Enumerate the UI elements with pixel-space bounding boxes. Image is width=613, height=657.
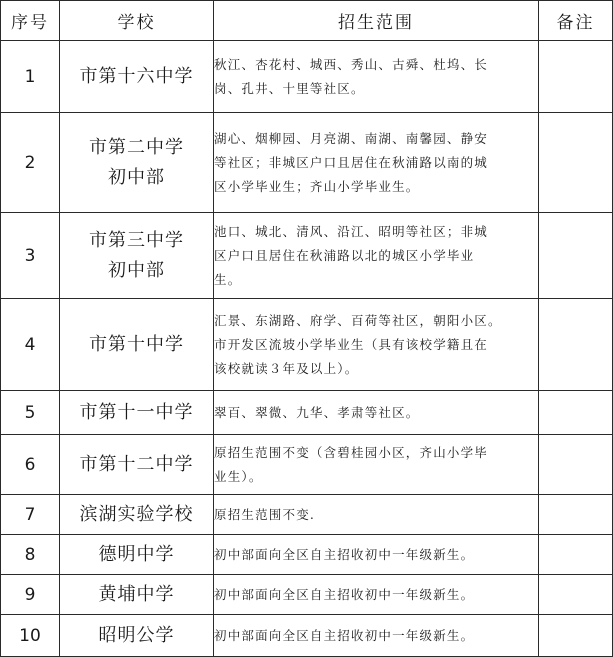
note-cell — [539, 615, 613, 657]
table-row — [1, 575, 613, 615]
range-text-line: 原招生范围不变（含碧桂园小区，齐山小学毕 — [214, 444, 489, 460]
range-text-line: 池口、城北、清风、沿江、昭明等社区；非城 — [214, 223, 489, 239]
row-index: 6 — [1, 435, 60, 495]
school-name-line: 滨湖实验学校 — [79, 503, 194, 525]
table-row — [1, 299, 613, 391]
enrollment-range-cell — [214, 41, 539, 113]
table-row — [1, 213, 613, 299]
row-index: 1 — [1, 41, 60, 113]
range-text-line: 翠百、翠微、九华、孝肃等社区。 — [214, 404, 420, 420]
range-text-line: 业生）。 — [214, 468, 263, 484]
range-text-line: 汇景、东湖路、府学、百荷等社区，朝阳小区。 — [214, 312, 502, 328]
table-row — [1, 615, 613, 657]
school-cell — [60, 435, 214, 495]
row-index: 2 — [1, 113, 60, 213]
range-text-line: 区小学毕业生；齐山小学毕业生。 — [214, 178, 420, 194]
enrollment-range-cell — [214, 113, 539, 213]
range-text-line: 初中部面向全区自主招收初中一年级新生。 — [214, 627, 475, 643]
school-cell — [60, 213, 214, 299]
note-cell — [539, 213, 613, 299]
row-index: 3 — [1, 213, 60, 299]
table-body — [1, 41, 613, 657]
school-name-line: 市第十六中学 — [79, 65, 194, 87]
note-cell — [539, 495, 613, 535]
table-row — [1, 391, 613, 435]
school-cell — [60, 535, 214, 575]
school-name-line: 黄埔中学 — [98, 583, 175, 605]
row-index: 8 — [1, 535, 60, 575]
row-index: 7 — [1, 495, 60, 535]
note-cell — [539, 535, 613, 575]
enrollment-range-cell — [214, 495, 539, 535]
school-name-line: 德明中学 — [98, 543, 175, 565]
enrollment-range-cell — [214, 535, 539, 575]
header-range: 招生范围 — [214, 1, 539, 41]
table-row — [1, 435, 613, 495]
header-note: 备注 — [539, 1, 613, 41]
range-text-line: 初中部面向全区自主招收初中一年级新生。 — [214, 586, 475, 602]
school-name-line: 市第十中学 — [89, 333, 184, 355]
note-cell — [539, 113, 613, 213]
school-cell — [60, 615, 214, 657]
range-text-line: 湖心、烟柳园、月亮湖、南湖、南馨园、静安 — [214, 130, 489, 146]
enrollment-range-cell — [214, 615, 539, 657]
range-text-line: 初中部面向全区自主招收初中一年级新生。 — [214, 546, 475, 562]
row-index: 4 — [1, 299, 60, 391]
school-name-line: 市第十一中学 — [79, 401, 194, 423]
school-cell — [60, 575, 214, 615]
school-name-line: 市第二中学 — [89, 136, 184, 158]
enrollment-range-cell — [214, 213, 539, 299]
note-cell — [539, 435, 613, 495]
range-text-line: 等社区；非城区户口且居住在秋浦路以南的城 — [214, 154, 489, 170]
note-cell — [539, 575, 613, 615]
note-cell — [539, 41, 613, 113]
school-cell — [60, 113, 214, 213]
enrollment-range-cell — [214, 435, 539, 495]
school-cell — [60, 299, 214, 391]
table-row — [1, 495, 613, 535]
school-name-line: 初中部 — [108, 166, 165, 188]
row-index: 10 — [1, 615, 60, 657]
school-name-line: 昭明公学 — [98, 624, 175, 646]
school-cell — [60, 391, 214, 435]
table-row — [1, 41, 613, 113]
table-row — [1, 113, 613, 213]
range-text-line: 生。 — [214, 271, 242, 287]
header-school: 学校 — [60, 1, 214, 41]
header-index: 序号 — [1, 1, 60, 41]
range-text-line: 岗、孔井、十里等社区。 — [214, 80, 365, 96]
enrollment-range-cell — [214, 575, 539, 615]
enrollment-range-cell — [214, 391, 539, 435]
school-name-line: 市第十二中学 — [79, 453, 194, 475]
range-text-line: 该校就读３年及以上）。 — [214, 360, 359, 376]
enrollment-range-cell — [214, 299, 539, 391]
range-text-line: 秋江、杏花村、城西、秀山、古舜、杜坞、长 — [214, 56, 489, 72]
header-row — [1, 1, 613, 41]
school-name-line: 市第三中学 — [89, 229, 184, 251]
row-index: 9 — [1, 575, 60, 615]
range-text-line: 原招生范围不变. — [214, 506, 316, 522]
table-row — [1, 535, 613, 575]
note-cell — [539, 299, 613, 391]
row-index: 5 — [1, 391, 60, 435]
school-cell — [60, 41, 214, 113]
range-text-line: 市开发区流坡小学毕业生（具有该校学籍且在 — [214, 336, 489, 352]
note-cell — [539, 391, 613, 435]
school-name-line: 初中部 — [108, 259, 165, 281]
range-text-line: 区户口且居住在秋浦路以北的城区小学毕业 — [214, 247, 475, 263]
school-cell — [60, 495, 214, 535]
